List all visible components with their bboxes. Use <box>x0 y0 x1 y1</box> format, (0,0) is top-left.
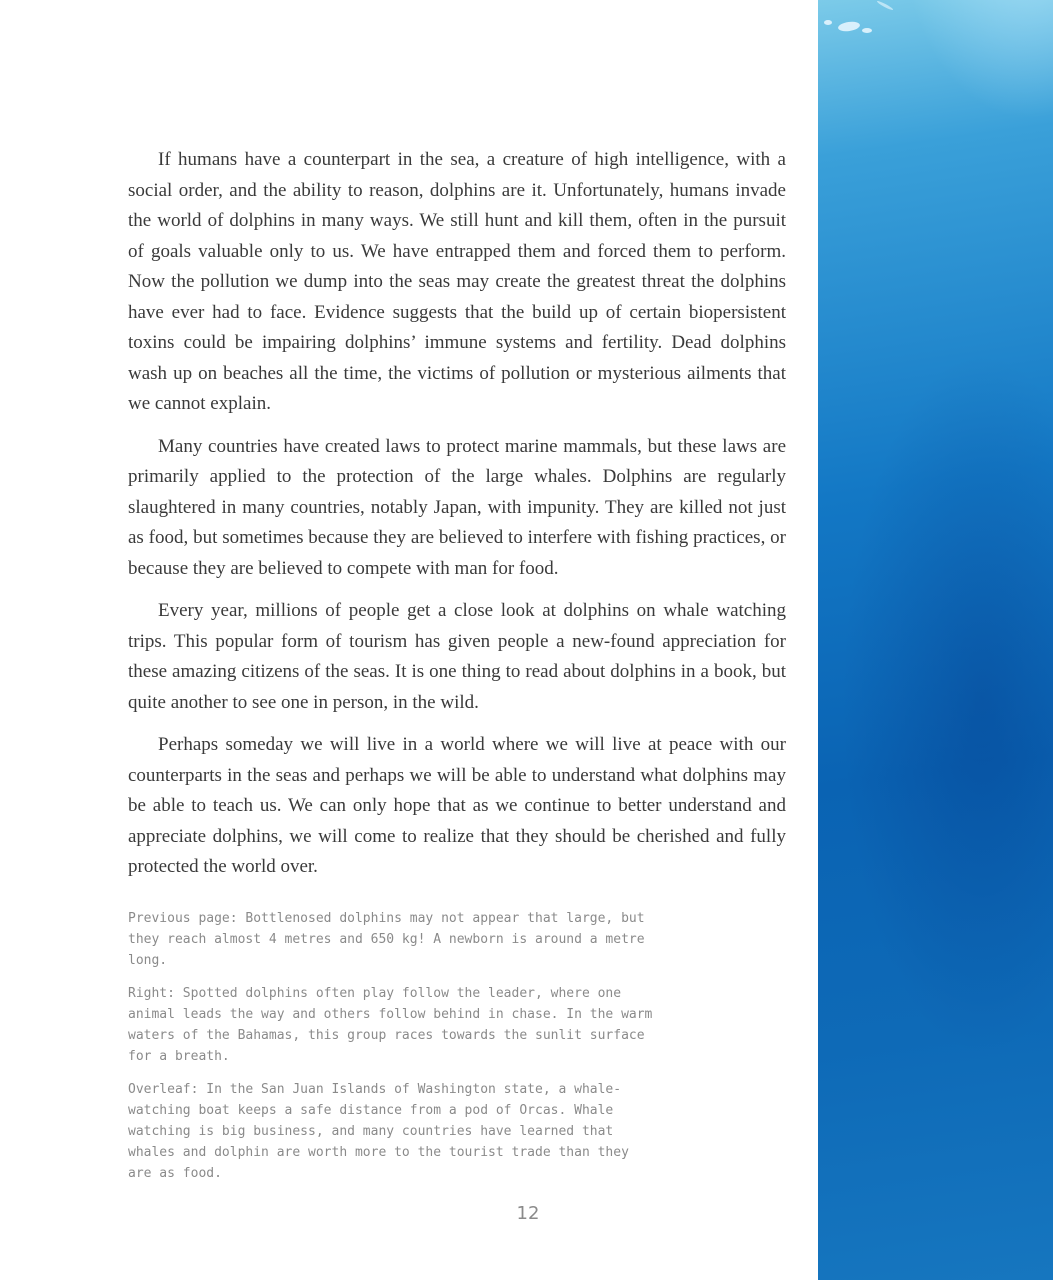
caption-right: Right: Spotted dolphins often play follow the leader, where one animal leads the way and others follow behind in chase. In the warm waters of the Bahamas, this group races towards the sunlit surface for a breath. <box>128 985 653 1064</box>
caption-previous-page: Previous page: Bottlenosed dolphins may not appear that large, but they reach almost 4 metres and 650 kg! A newborn is around a metre long. <box>128 910 645 968</box>
body-text-column <box>128 145 786 1196</box>
surface-foam <box>862 28 872 33</box>
body-paragraph-4: Perhaps someday we will live in a world where we will live at peace with our counterparts in the seas and perhaps we will be able to understand what dolphins may be able to teach us. We can only hope that as we continue to better understand and appreciate dolphins, we will come to realize that they should be cherished and fully protected the world over. <box>128 734 786 877</box>
ocean-photo-panel <box>818 0 1053 1280</box>
surface-foam <box>824 20 832 25</box>
page-number: 12 <box>516 1203 540 1224</box>
body-paragraph-1: If humans have a counterpart in the sea, a creature of high intelligence, with a social order, and the ability to reason, dolphins are it. Unfortunately, humans invade the world of dolphins in many ways. We still hunt and kill them, often in the pursuit of goals valuable only to us. We have entrapped them and forced them to perform. Now the pollution we dump into the seas may create the greatest threat the dolphins have ever had to face. Evidence suggests that the build up of certain biopersistent toxins could be impairing dolphins’ immune systems and fertility. Dead dolphins wash up on beaches all the time, the victims of pollution or mysterious ailments that we cannot explain. <box>128 149 786 414</box>
caption-overleaf: Overleaf: In the San Juan Islands of Washington state, a whale-watching boat keeps a safe distance from a pod of Orcas. Whale watching is big business, and many countries have learned that whales and dolphin are worth more to the tourist trade than they are as food. <box>128 1081 629 1181</box>
body-paragraph-2: Many countries have created laws to protect marine mammals, but these laws are primarily applied to the protection of the large whales. Dolphins are regularly slaughtered in many countries, notably Japan, with impunity. They are killed not just as food, but sometimes because they are believed to interfere with fishing practices, or because they are believed to compete with man for food. <box>128 435 786 579</box>
photo-captions <box>128 908 658 1184</box>
body-paragraph-3: Every year, millions of people get a close look at dolphins on whale watching trips. This popular form of tourism has given people a new-found appreciation for these amazing citizens of the seas. It is one thing to read about dolphins in a book, but quite another to see one in person, in the wild. <box>128 600 786 713</box>
water-shadow <box>818 0 1053 1280</box>
